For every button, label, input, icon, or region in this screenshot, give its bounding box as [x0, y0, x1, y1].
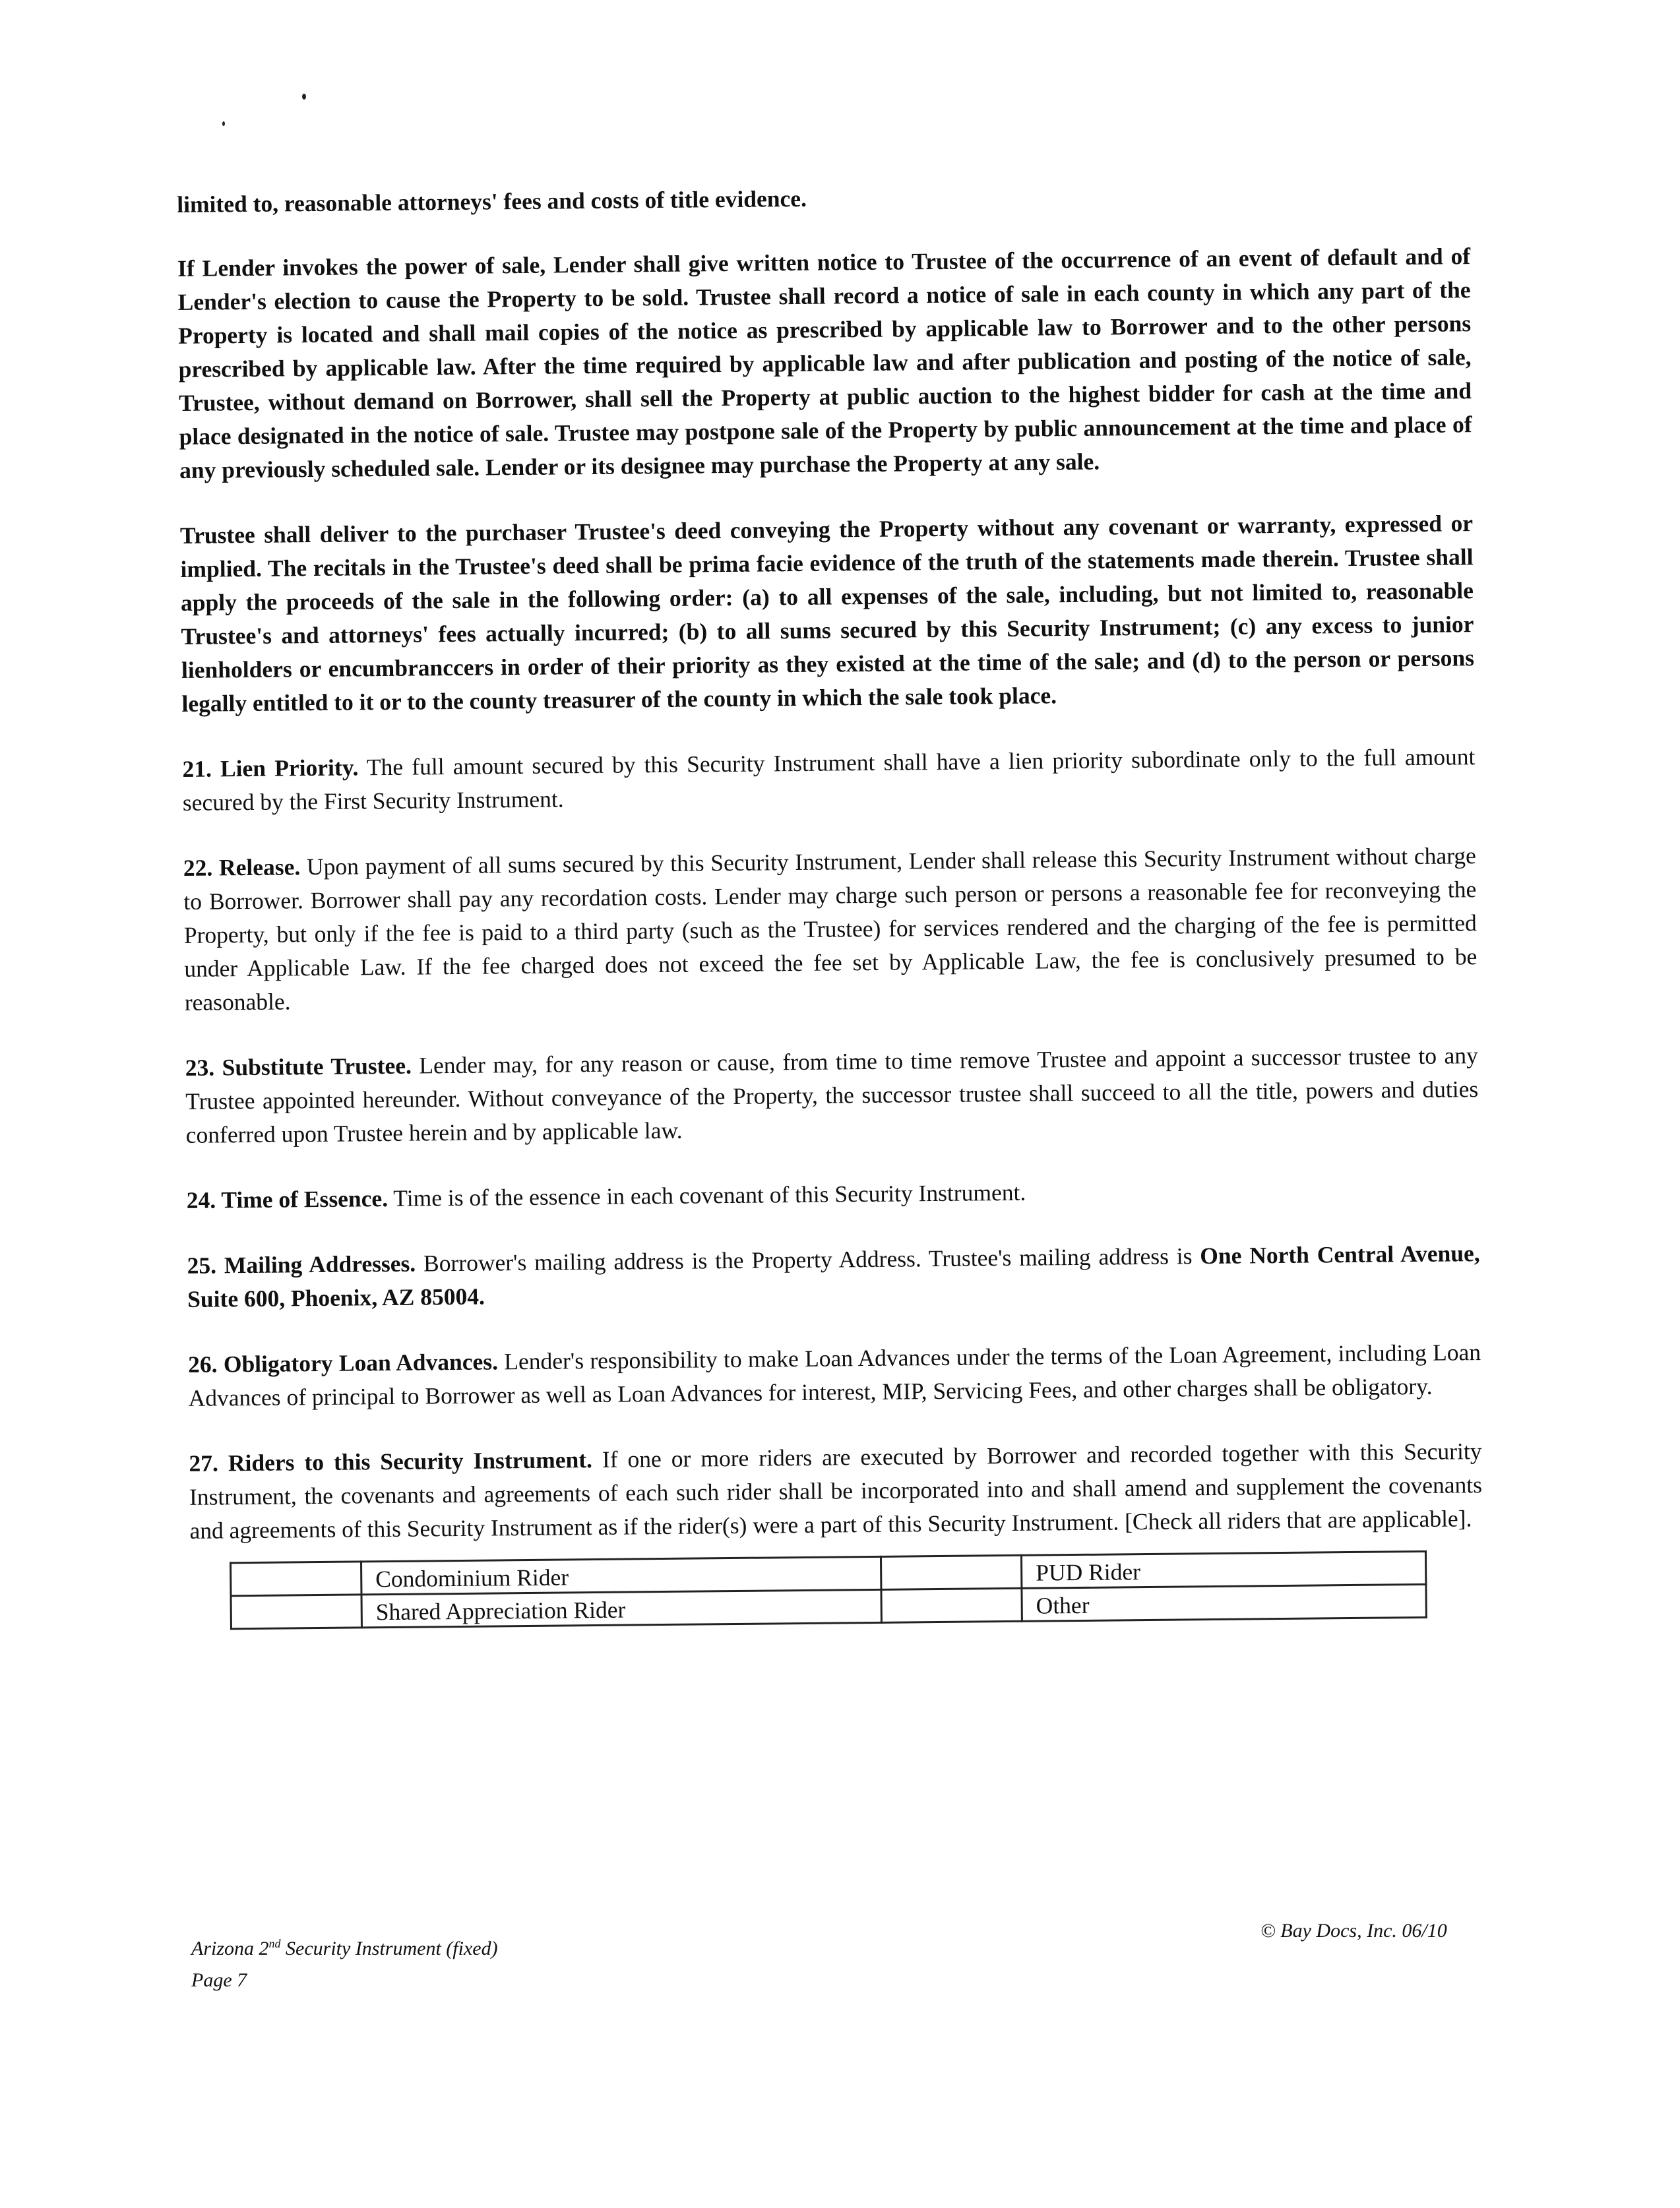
- section-body: Lender may, for any reason or cause, from time to time remove Trustee and appoint a successor trustee to any Trustee appointed hereunder. Without conveyance of the Property, the successor trustee shall succeed to all the title, powers and duties conferred upon Trustee herein and by applicable law.: [185, 1042, 1479, 1148]
- section-21-lien-priority: [182, 740, 1476, 820]
- scan-speck: [222, 121, 225, 126]
- section-body: Borrower's mailing address is the Property Address. Trustee's mailing address is: [415, 1242, 1200, 1277]
- other-rider-label: Other: [1022, 1584, 1426, 1621]
- power-of-sale-paragraph: If Lender invokes the power of sale, Lender shall give written notice to Trustee of the occurrence of an event of default and of Lender's election to cause the Property to be sold. Trustee shall record a notice of sale in each county in which any part of the Property is located and shall mail copies of the notice as prescribed by applicable law to Borrower and to the other persons prescribed by applicable law. After the time required by applicable law and after publication and posting of the notice of sale, Trustee, without demand on Borrower, shall sell the Property at public auction to the highest bidder for cash at the time and place designated in the notice of sale. Trustee may postpone sale of the Property by public announcement at the time and place of any previously scheduled sale. Lender or its designee may purchase the Property at any sale.: [177, 243, 1472, 483]
- footer-copyright: © Bay Docs, Inc. 06/10: [1260, 1920, 1447, 1942]
- section-heading: 26. Obligatory Loan Advances.: [187, 1348, 499, 1378]
- section-body: The full amount secured by this Security Instrument shall have a lien priority subordinate only to the full amount secured by the First Security Instrument.: [182, 743, 1476, 816]
- section-heading: 21. Lien Priority.: [182, 754, 359, 782]
- trustee-deed-paragraph: Trustee shall deliver to the purchaser Trustee's deed conveying the Property without any covenant or warranty, expressed or implied. The recitals in the Trustee's deed shall be prima facie evidence of the truth of the statements made therein. Trustee shall apply the proceeds of the sale in the following order: (a) to all expenses of the sale, including, but not limited to, reasonable Trustee's and attorneys' fees actually incurred; (b) to all sums secured by this Security Instrument; (c) any excess to junior lienholders or encumbranccers in order of their priority as they existed at the time of the sale; and (d) to the person or persons legally entitled to it or to the county treasurer of the county in which the sale took place.: [179, 510, 1475, 717]
- footer-form-name: Arizona 2nd Security Instrument (fixed): [191, 1937, 498, 1959]
- pud-rider-checkbox[interactable]: [881, 1555, 1021, 1589]
- section-27-riders: [189, 1434, 1482, 1548]
- section-body: Time is of the essence in each covenant of this Security Instrument.: [387, 1179, 1026, 1211]
- section-heading: 23. Substitute Trustee.: [185, 1052, 412, 1081]
- section-body: Lender's responsibility to make Loan Advances under the terms of the Loan Agreement, including Loan Advances of principal to Borrower as well as Loan Advances for interest, MIP, Servicing Fees, and other charges shall be obligatory.: [188, 1339, 1481, 1411]
- intro-paragraph: limited to, reasonable attorneys' fees and costs of title evidence.: [177, 185, 807, 218]
- shared-appreciation-rider-checkbox[interactable]: [231, 1595, 361, 1629]
- section-26-obligatory-loan-advances: [188, 1335, 1481, 1415]
- section-24-time-of-essence: [186, 1171, 1479, 1217]
- section-heading: 22. Release.: [183, 853, 301, 881]
- section-body: If one or more riders are executed by Borrower and recorded together with this Security Instrument, the covenants and agreements of each such rider shall be incorporated into and shall amend and supplement the covenants and agreements of this Security Instrument as if the rider(s) were a part of this Security Instrument. [Check all riders that are applicable].: [189, 1438, 1483, 1544]
- riders-table: [230, 1550, 1427, 1630]
- pud-rider-label: PUD Rider: [1021, 1551, 1425, 1588]
- footer-page-number: Page 7: [191, 1969, 247, 1991]
- shared-appreciation-rider-label: Shared Appreciation Rider: [361, 1589, 881, 1628]
- section-heading: 27. Riders to this Security Instrument.: [189, 1446, 593, 1477]
- condominium-rider-checkbox[interactable]: [231, 1562, 361, 1596]
- section-heading: 25. Mailing Addresses.: [187, 1250, 416, 1279]
- section-25-mailing-addresses: [187, 1237, 1480, 1316]
- document-page: [177, 175, 1483, 1630]
- other-rider-checkbox[interactable]: [881, 1588, 1022, 1622]
- section-body: Upon payment of all sums secured by this Security Instrument, Lender shall release this Security Instrument without charge to Borrower. Borrower shall pay any recordation costs. Lender may charge such person or persons a reasonable fee for reconveying the Property, but only if the fee is paid to a third party (such as the Trustee) for services rendered and the charging of the fee is permitted under Applicable Law. If the fee charged does not exceed the fee set by Applicable Law, the fee is conclusively presumed to be reasonable.: [183, 842, 1478, 1016]
- section-23-substitute-trustee: [185, 1039, 1479, 1152]
- condominium-rider-label: Condominium Rider: [361, 1556, 881, 1595]
- section-22-release: [183, 839, 1478, 1020]
- trustee-address: One North Central Avenue, Suite 600, Phoenix, AZ 85004.: [187, 1240, 1480, 1312]
- scan-speck: [302, 94, 306, 100]
- section-heading: 24. Time of Essence.: [186, 1184, 389, 1213]
